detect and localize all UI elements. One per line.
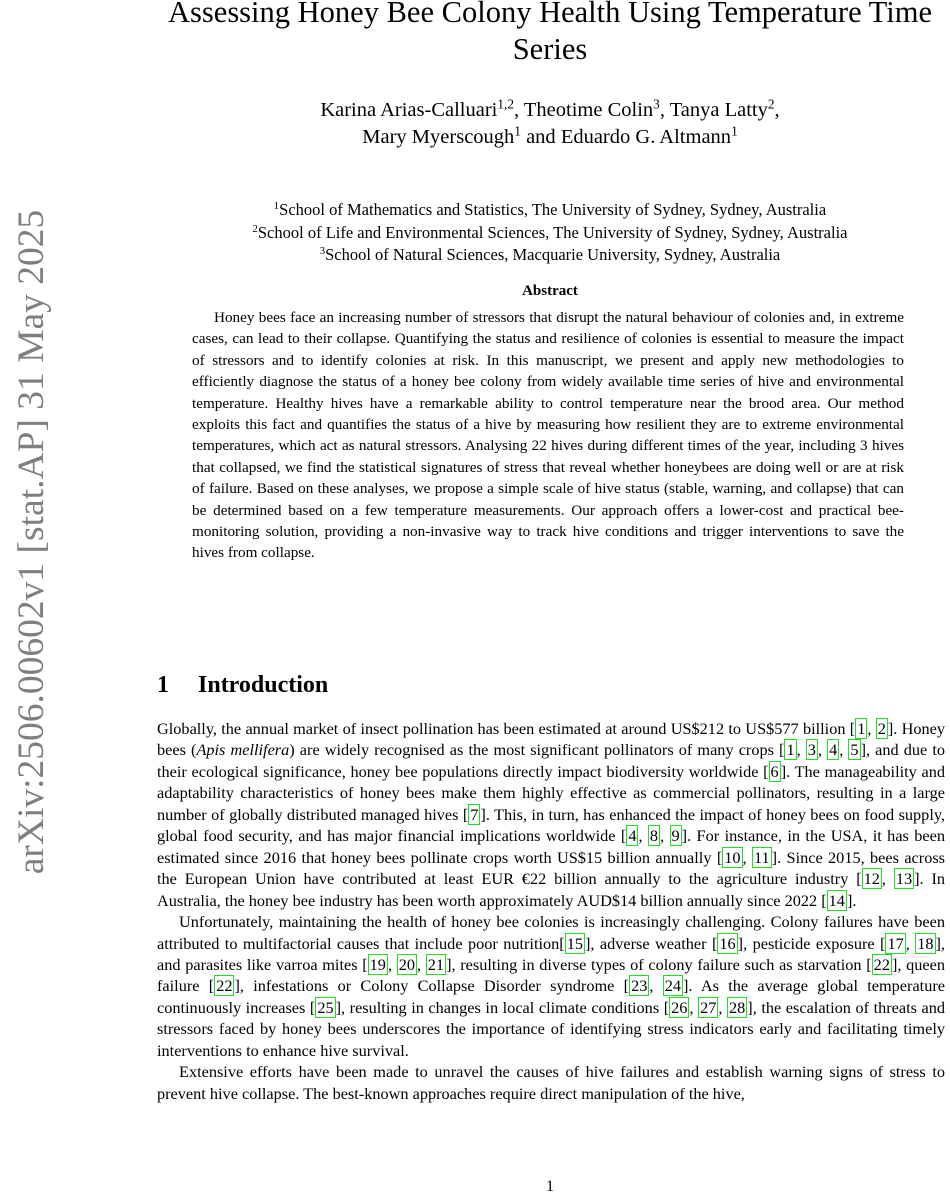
affiliation: $^2$School of Life and Environmental Sciences, The University of Sydney, Sydney, Australia [252, 222, 848, 242]
paper-title: Assessing Honey Bee Colony Health Using Temperature Time Series [168, 0, 932, 66]
citation-link[interactable]: 21 [427, 954, 445, 974]
citation-link[interactable]: 16 [719, 933, 736, 953]
citation-link[interactable]: 13 [895, 869, 913, 889]
citation-link[interactable]: 14 [828, 890, 845, 910]
citation-link[interactable]: 4 [829, 740, 838, 760]
paragraph: Unfortunately, maintaining the health of honey bee colonies is increasingly challenging. Colony failures have been attributed to multifactorial causes that include poor nutrition[ 15 ], adverse weather [ 16 ], pesticide exposure [ 17 , 18 ], and parasites like varroa mites [ 19 , 20 , 21 ], resulting in diverse types of colony failure such as starvation [ 22 ], queen failure [ 22 ], infestations or Colony Collapse Disorder syndrome [ 23 , 24 ]. As the average global temperature continuously increases [ 25 ], resulting in changes in local climate conditions [ 26 , 27 , 28 ], the escalation of threats and stressors faced by honey bees underscores the importance of identifying stress indicators early and facilitating timely interventions to enhance hive survival. [157, 912, 946, 1060]
body-text [157, 718, 945, 1104]
author: Karina Arias-Calluari$^{1,2}$, [320, 96, 524, 121]
citation-link[interactable]: 17 [887, 933, 904, 953]
section-heading [157, 672, 328, 699]
citation-link[interactable]: 22 [216, 976, 233, 996]
citation-link[interactable]: 1 [786, 740, 795, 760]
author-list [150, 97, 950, 151]
abstract-text: Honey bees face an increasing number of stressors that disrupt the natural behaviour of colonies and, in extreme cases, can lead to their collapse. Quantifying the status and resilience of colonies is essential to measure the impact of stressors and to identify colonies at risk. In this manuscript, we present and apply new methodologies to efficiently diagnose the status of a honey bee colony from widely available time series of hive and environmental temperature. Healthy hives have a remarkable ability to control temperature near the brood area. Our method exploits this fact and quantifies the status of a hive by measuring how resilient they are to extreme environmental temperatures, which act as natural stressors. Analysing 22 hives during different times of the year, including 3 hives that collapsed, we find the statistical signatures of stress that reveal whether honeybees are doing well or are at risk of failure. Based on these analyses, we propose a simple scale of hive status (stable, warning, and collapse) that can be determined based on a few temperature measurements. Our approach offers a lower-cost and practical bee-monitoring solution, providing a non-invasive way to track hive conditions and trigger interventions to save the hives from collapse. [192, 309, 904, 562]
citation-link[interactable]: 8 [649, 826, 659, 846]
citation-link[interactable]: 4 [628, 826, 637, 846]
citation-link[interactable]: 24 [664, 976, 681, 996]
affiliations [150, 199, 950, 267]
citation-link[interactable]: 10 [724, 847, 741, 867]
affiliation: $^3$School of Natural Sciences, Macquarie University, Sydney, Australia [319, 245, 781, 264]
paragraph: Globally, the annual market of insect pollination has been estimated at around US$212 to US$577 billion [ 1 , 2 ]. Honey bees (Apis mellifera) are widely recognised as the most significant pollinators of many crops [ 1 , 3 , 4 , 5 ], and due to their ecological significance, honey bee populations directly impact biodiversity worldwide [ 6 ]. The manageability and adaptability characteristics of honey bees make them highly effective as commercial pollinators, resulting in a large number of globally distributed managed hives [ 7 ]. This, in turn, has enhanced the impact of honey bees on food supply, global food security, and has major financial implications worldwide [ 4 , 8 , 9 ]. For instance, in the USA, it has been estimated since 2016 that honey bees pollinate crops worth US$15 billion annually [ 10 , 11 ]. Since 2015, bees across the European Union have contributed at least EUR €22 billion annually to the agriculture industry [ 12 , 13 ]. In Australia, the honey bee industry has been worth approximately AUD$14 billion annually since 2022 [ 14 ]. [157, 719, 946, 910]
citation-link[interactable]: 26 [671, 997, 688, 1017]
citation-link[interactable]: 15 [566, 933, 583, 953]
arxiv-stamp: arXiv:2506.00602v1 [stat.AP] 31 May 2025 [11, 209, 52, 875]
affiliation: $^1$School of Mathematics and Statistics, The University of Sydney, Sydney, Australia [273, 200, 827, 219]
citation-link[interactable]: 12 [863, 869, 880, 889]
citation-link[interactable]: 20 [398, 954, 415, 974]
author: Eduardo G. Altmann$^1$ [560, 123, 738, 148]
citation-link[interactable]: 9 [671, 826, 680, 846]
citation-link[interactable]: 27 [700, 997, 717, 1017]
citation-link[interactable]: 28 [729, 997, 746, 1017]
section-title: Introduction [198, 672, 329, 698]
abstract-heading: Abstract [522, 283, 578, 299]
citation-link[interactable]: 3 [807, 740, 816, 760]
author: Mary Myerscough$^1$ and [362, 123, 561, 148]
citation-link[interactable]: 2 [877, 719, 886, 738]
citation-link[interactable]: 22 [873, 954, 890, 974]
citation-link[interactable]: 5 [850, 740, 859, 760]
paragraph: Extensive efforts have been made to unravel the causes of hive failures and establish warning signs of stress to prevent hive collapse. The best-known approaches require direct manipulation of the hive, [157, 1062, 945, 1103]
italic-term: Apis mellifera [196, 740, 290, 760]
citation-link[interactable]: 6 [770, 761, 779, 781]
section-number: 1 [157, 672, 169, 698]
page-number: 1 [546, 1178, 554, 1195]
citation-link[interactable]: 25 [317, 997, 334, 1017]
citation-link[interactable]: 18 [917, 933, 934, 953]
citation-link[interactable]: 7 [470, 804, 479, 824]
citation-link[interactable]: 1 [857, 719, 866, 738]
author: Theotime Colin$^3$, [523, 96, 670, 121]
author: Tanya Latty$^2$, [669, 96, 780, 121]
citation-link[interactable]: 19 [369, 954, 386, 974]
citation-link[interactable]: 23 [631, 976, 648, 996]
citation-link[interactable]: 11 [753, 847, 770, 867]
